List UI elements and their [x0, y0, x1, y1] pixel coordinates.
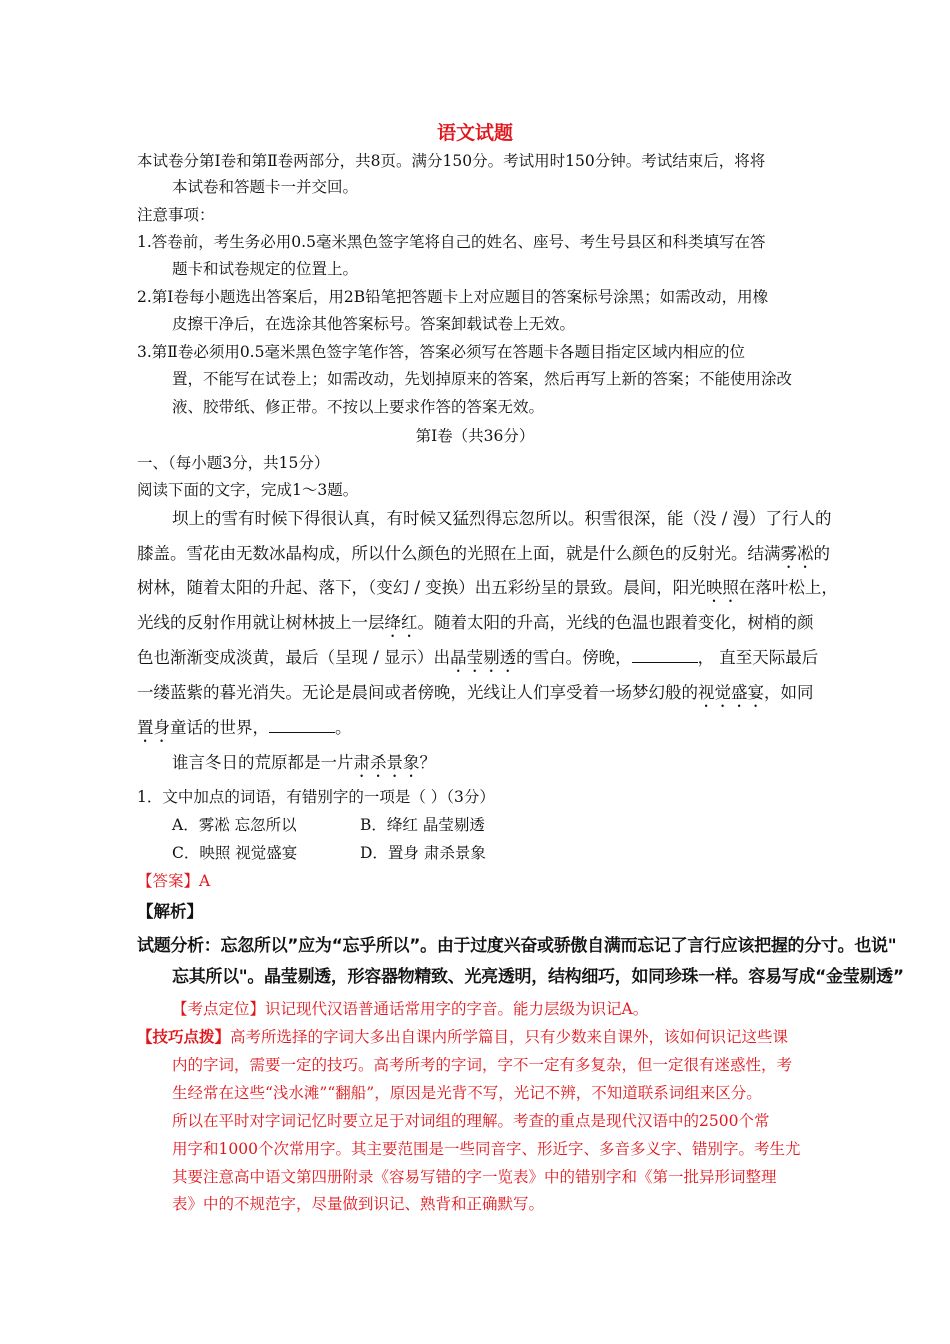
- dotted-word: 晶莹剔透: [450, 648, 517, 667]
- passage-text: 膝盖。雪花由无数冰晶构成，所以什么颜色的光照在上面，就是什么颜色的反射光。结满: [137, 544, 781, 563]
- answer-blank: [269, 717, 335, 733]
- passage-line-8: [172, 751, 436, 781]
- passage-text: ， 直至天际最后: [697, 648, 819, 667]
- dotted-word: 视觉盛宴: [698, 683, 764, 702]
- passage-line-2: [137, 542, 830, 572]
- option-b: B．绛红 晶莹剔透: [360, 816, 485, 834]
- part1-heading: 一、（每小题3分，共15分）: [137, 454, 330, 472]
- passage-text: 一缕蓝紫的暮光消失。无论是晨间或者傍晚，光线让人们享受着一场梦幻般的: [137, 683, 698, 702]
- option-c: C．映照 视觉盛宴: [172, 844, 298, 862]
- note-1-line-1: 1.答卷前，考生务必用0.5毫米黑色签字笔将自己的姓名、座号、考生号县区和科类填写在答: [137, 233, 766, 251]
- tip-text: 高考所选择的字词大多出自课内所学篇目，只有少数来自课外，该如何识记这些课: [230, 1028, 789, 1046]
- passage-text: ？: [419, 753, 436, 772]
- note-2-line-2: 皮擦干净后，在选涂其他答案标号。答案卸载试卷上无效。: [172, 315, 576, 333]
- passage-text: 童话的世界，: [170, 718, 269, 737]
- answer-blank: [632, 647, 698, 663]
- dotted-word: 映照: [705, 578, 739, 597]
- option-a: A．雾凇 忘忽所以: [172, 816, 297, 834]
- answer-line: [137, 870, 210, 892]
- passage-line-1: 坝上的雪有时候下得很认真，有时候又猛烈得忘忽所以。积雪很深，能（没 / 漫）了行人的: [172, 509, 832, 528]
- point-label: 【考点定位】: [172, 1000, 266, 1018]
- passage-text: 的雪白。傍晚，: [516, 648, 632, 667]
- dotted-word: 雾凇: [780, 544, 814, 563]
- tip-line-5: 用字和1000个次常用字。其主要范围是一些同音字、形近字、多音多义字、错别字。考生尤: [172, 1140, 801, 1158]
- page-title: 语文试题: [436, 122, 513, 144]
- dotted-word: 置身: [137, 718, 170, 737]
- note-3-line-1: 3.第Ⅱ卷必须用0.5毫米黑色签字笔作答，答案必须写在答题卡各题目指定区域内相应的位: [137, 343, 745, 361]
- passage-text: 。: [335, 718, 352, 737]
- option-d: D．置身 肃杀景象: [360, 844, 486, 862]
- notes-heading: 注意事项：: [137, 206, 215, 224]
- answer-label: 【答案】: [137, 872, 200, 890]
- tip-label: 【技巧点拨】: [137, 1027, 231, 1046]
- point-text: 识记现代汉语普通话常用字的字音。能力层级为识记A。: [265, 1000, 649, 1018]
- passage-text: 树林，随着太阳的升起、落下，（变幻 / 变换）出五彩纷呈的景致。晨间，阳光: [137, 578, 706, 597]
- part1-instruction: 阅读下面的文字，完成1～3题。: [137, 481, 359, 499]
- passage-text: ，如同: [764, 683, 814, 702]
- question-1-stem: 1．文中加点的词语，有错别字的一项是（ ）（3分）: [137, 788, 495, 806]
- analysis-line-1: 试题分析：忘忽所以”应为“忘乎所以”。由于过度兴奋或骄傲自满而忘记了言行应该把握的分寸。也说": [137, 936, 897, 956]
- tip-line-2: 内的字词，需要一定的技巧。高考所考的字词，字不一定有多复杂，但一定很有迷惑性，考: [172, 1056, 793, 1074]
- note-2-line-1: 2.第Ⅰ卷每小题选出答案后，用2B铅笔把答题卡上对应题目的答案标号涂黑；如需改动，用橡: [137, 288, 769, 306]
- tip-line-7: 表》中的不规范字，尽量做到识记、熟背和正确默写。: [172, 1195, 545, 1213]
- passage-text: 。随着太阳的升高，光线的色温也跟着变化，树梢的颜: [417, 613, 814, 632]
- analysis-line-2: 忘其所以"。晶莹剔透，形容器物精致、光亮透明，结构细巧，如同珍珠一样。容易写成“金莹剔透”: [172, 967, 904, 987]
- tip-line-1: [137, 1026, 788, 1048]
- passage-text: 在落叶松上，: [738, 578, 838, 597]
- passage-line-4: [137, 611, 814, 641]
- passage-line-7: [137, 716, 352, 746]
- intro-line-1: 本试卷分第Ⅰ卷和第Ⅱ卷两部分，共8页。满分150分。考试用时150分钟。考试结束后，将将: [137, 152, 766, 170]
- point-line: [172, 998, 648, 1020]
- passage-line-6: [137, 681, 814, 711]
- passage-text: 的: [813, 544, 830, 563]
- passage-line-5: [137, 646, 818, 676]
- passage-text: 谁言冬日的荒原都是一片: [172, 753, 354, 772]
- analysis-label: 【解析】: [137, 902, 203, 921]
- tip-line-4: 所以在平时对字词记忆时要立足于对词组的理解。考查的重点是现代汉语中的2500个常: [172, 1112, 770, 1130]
- passage-line-3: [137, 576, 838, 606]
- note-3-line-2: 置，不能写在试卷上；如需改动，先划掉原来的答案，然后再写上新的答案；不能使用涂改: [172, 370, 793, 388]
- passage-text: 光线的反射作用就让树林披上一层: [137, 613, 385, 632]
- note-3-line-3: 液、胶带纸、修正带。不按以上要求作答的答案无效。: [172, 398, 545, 416]
- answer-value: A: [199, 872, 211, 890]
- section-title: 第Ⅰ卷（共36分）: [415, 427, 535, 445]
- note-1-line-2: 题卡和试卷规定的位置上。: [172, 260, 359, 278]
- dotted-word: 肃杀景象: [353, 753, 420, 772]
- dotted-word: 绛红: [384, 613, 418, 632]
- passage-text: 色也渐渐变成淡黄，最后（呈现 / 显示）出: [137, 648, 451, 667]
- tip-line-3: 生经常在这些“浅水滩”“翻船”，原因是光背不写，光记不辨，不知道联系词组来区分。: [172, 1084, 762, 1102]
- tip-line-6: 其要注意高中语文第四册附录《容易写错的字一览表》中的错别字和《第一批异形词整理: [172, 1168, 777, 1186]
- intro-line-2: 本试卷和答题卡一并交回。: [172, 178, 359, 196]
